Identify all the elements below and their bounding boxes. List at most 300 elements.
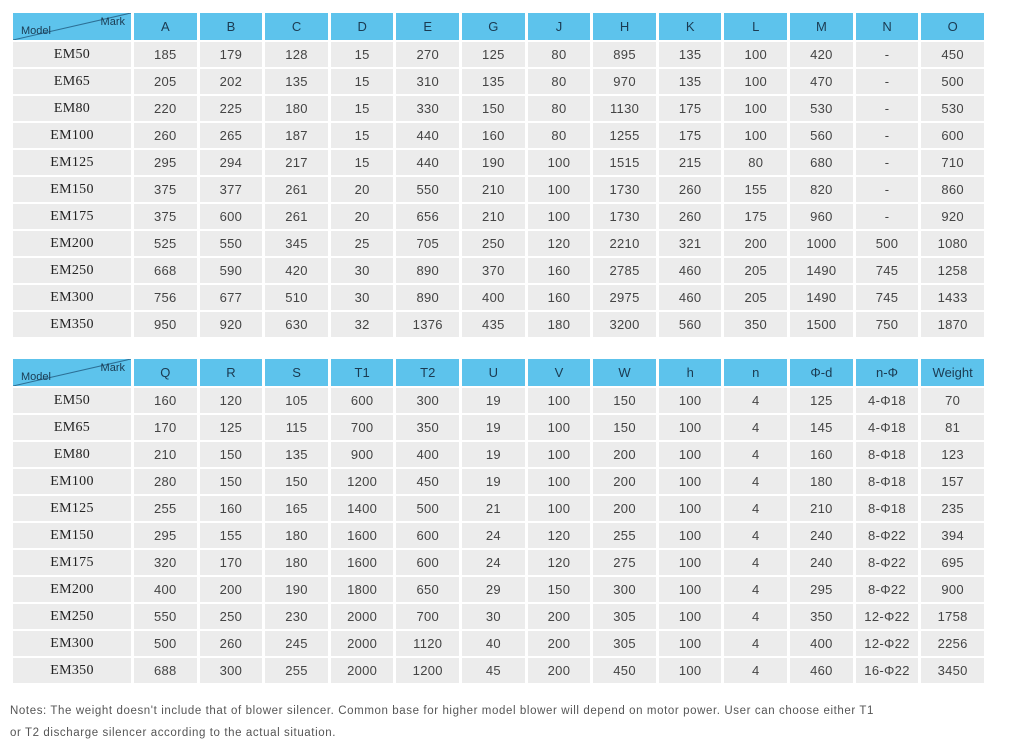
model-cell: EM125 [13,496,131,521]
value-cell: 400 [462,285,525,310]
value-cell: 1200 [331,469,394,494]
value-cell: 1255 [593,123,656,148]
value-cell: 300 [200,658,263,683]
value-cell: 187 [265,123,328,148]
value-cell: 100 [659,550,722,575]
value-cell: 255 [134,496,197,521]
value-cell: 125 [200,415,263,440]
value-cell: 29 [462,577,525,602]
model-cell: EM100 [13,469,131,494]
value-cell: 100 [724,69,787,94]
value-cell: 70 [921,388,984,413]
value-cell: 890 [396,285,459,310]
column-header: B [200,13,263,40]
model-cell: EM175 [13,204,131,229]
value-cell: 1490 [790,258,853,283]
value-cell: 32 [331,312,394,337]
column-header: V [528,359,591,386]
value-cell: 656 [396,204,459,229]
model-cell: EM300 [13,631,131,656]
value-cell: 450 [921,42,984,67]
value-cell: 260 [659,177,722,202]
value-cell: 210 [462,204,525,229]
value-cell: 100 [659,604,722,629]
value-cell: 160 [134,388,197,413]
value-cell: 225 [200,96,263,121]
value-cell: 230 [265,604,328,629]
value-cell: 125 [790,388,853,413]
value-cell: 255 [593,523,656,548]
value-cell: 150 [593,415,656,440]
value-cell: - [856,123,919,148]
value-cell: 320 [134,550,197,575]
value-cell: 525 [134,231,197,256]
value-cell: 40 [462,631,525,656]
value-cell: 530 [921,96,984,121]
column-header: M [790,13,853,40]
value-cell: 260 [200,631,263,656]
value-cell: 200 [593,469,656,494]
value-cell: 375 [134,204,197,229]
value-cell: 24 [462,523,525,548]
value-cell: - [856,204,919,229]
value-cell: 560 [659,312,722,337]
value-cell: 20 [331,204,394,229]
value-cell: 4 [724,604,787,629]
value-cell: 500 [921,69,984,94]
value-cell: 105 [265,388,328,413]
table-row [13,469,984,494]
value-cell: 180 [265,523,328,548]
model-cell: EM80 [13,442,131,467]
table-row [13,231,984,256]
column-header: D [331,13,394,40]
value-cell: 2256 [921,631,984,656]
value-cell: - [856,150,919,175]
value-cell: 205 [724,285,787,310]
value-cell: 4 [724,442,787,467]
value-cell: 377 [200,177,263,202]
corner-header-cell [13,359,131,386]
model-cell: EM250 [13,604,131,629]
value-cell: - [856,177,919,202]
value-cell: 650 [396,577,459,602]
value-cell: 100 [659,496,722,521]
value-cell: 4 [724,658,787,683]
value-cell: 80 [528,42,591,67]
value-cell: 200 [528,658,591,683]
model-cell: EM350 [13,658,131,683]
value-cell: 920 [200,312,263,337]
value-cell: 1376 [396,312,459,337]
value-cell: 8-Φ18 [856,496,919,521]
value-cell: 202 [200,69,263,94]
value-cell: 500 [856,231,919,256]
value-cell: 200 [200,577,263,602]
column-header: W [593,359,656,386]
value-cell: 300 [593,577,656,602]
header-row [13,359,984,386]
table-row [13,96,984,121]
value-cell: 157 [921,469,984,494]
value-cell: 4 [724,550,787,575]
value-cell: 560 [790,123,853,148]
value-cell: 310 [396,69,459,94]
value-cell: 305 [593,604,656,629]
value-cell: 295 [790,577,853,602]
value-cell: 80 [528,96,591,121]
column-header: R [200,359,263,386]
value-cell: 215 [659,150,722,175]
value-cell: 8-Φ22 [856,550,919,575]
value-cell: 100 [724,123,787,148]
value-cell: 375 [134,177,197,202]
value-cell: 135 [265,442,328,467]
value-cell: 24 [462,550,525,575]
value-cell: 135 [659,69,722,94]
value-cell: 450 [396,469,459,494]
value-cell: 275 [593,550,656,575]
value-cell: 100 [528,469,591,494]
value-cell: 895 [593,42,656,67]
value-cell: 600 [921,123,984,148]
value-cell: 420 [790,42,853,67]
value-cell: 1600 [331,523,394,548]
value-cell: 890 [396,258,459,283]
column-header: Q [134,359,197,386]
value-cell: 300 [396,388,459,413]
value-cell: 2210 [593,231,656,256]
model-cell: EM150 [13,523,131,548]
model-cell: EM350 [13,312,131,337]
column-header: S [265,359,328,386]
value-cell: 100 [528,415,591,440]
value-cell: 1433 [921,285,984,310]
value-cell: 550 [200,231,263,256]
value-cell: 245 [265,631,328,656]
value-cell: 4-Φ18 [856,415,919,440]
value-cell: 115 [265,415,328,440]
value-cell: 2785 [593,258,656,283]
value-cell: 280 [134,469,197,494]
column-header: O [921,13,984,40]
value-cell: 1600 [331,550,394,575]
value-cell: 420 [265,258,328,283]
value-cell: 435 [462,312,525,337]
value-cell: 261 [265,177,328,202]
value-cell: 8-Φ18 [856,469,919,494]
model-cell: EM100 [13,123,131,148]
table-row [13,550,984,575]
value-cell: 350 [790,604,853,629]
table-row [13,69,984,94]
value-cell: 100 [528,177,591,202]
value-cell: 205 [134,69,197,94]
value-cell: 500 [134,631,197,656]
table-row [13,150,984,175]
value-cell: 135 [659,42,722,67]
value-cell: 160 [528,258,591,283]
value-cell: - [856,69,919,94]
table-row [13,177,984,202]
value-cell: 295 [134,150,197,175]
value-cell: 100 [659,523,722,548]
value-cell: 150 [200,442,263,467]
value-cell: 745 [856,258,919,283]
value-cell: 100 [659,658,722,683]
value-cell: 700 [331,415,394,440]
value-cell: 900 [921,577,984,602]
value-cell: 745 [856,285,919,310]
value-cell: 1490 [790,285,853,310]
column-header: Φ-d [790,359,853,386]
value-cell: 260 [659,204,722,229]
value-cell: 19 [462,469,525,494]
value-cell: 530 [790,96,853,121]
notes [10,700,995,744]
value-cell: 920 [921,204,984,229]
value-cell: 20 [331,177,394,202]
notes-line-1: Notes: The weight doesn't include that of blower silencer. Common base for higher model blower will depend on motor power. User can choose either T1 [10,705,875,717]
column-header: n-Φ [856,359,919,386]
value-cell: 155 [200,523,263,548]
column-header: N [856,13,919,40]
value-cell: 15 [331,42,394,67]
column-header: n [724,359,787,386]
value-cell: 45 [462,658,525,683]
column-header: T1 [331,359,394,386]
value-cell: 100 [659,631,722,656]
value-cell: 217 [265,150,328,175]
value-cell: 100 [724,96,787,121]
table-row [13,388,984,413]
column-header: T2 [396,359,459,386]
table-row [13,415,984,440]
model-cell: EM125 [13,150,131,175]
value-cell: 705 [396,231,459,256]
value-cell: 1870 [921,312,984,337]
value-cell: 450 [593,658,656,683]
value-cell: 180 [790,469,853,494]
value-cell: 200 [528,604,591,629]
value-cell: 970 [593,69,656,94]
value-cell: 30 [331,285,394,310]
value-cell: 100 [528,388,591,413]
model-cell: EM200 [13,231,131,256]
value-cell: 3450 [921,658,984,683]
value-cell: 860 [921,177,984,202]
value-cell: 180 [528,312,591,337]
value-cell: 175 [659,123,722,148]
value-cell: 4 [724,388,787,413]
value-cell: 1515 [593,150,656,175]
value-cell: 4 [724,523,787,548]
value-cell: 1758 [921,604,984,629]
model-cell: EM65 [13,69,131,94]
corner-header-cell [13,13,131,40]
mark-label: Mark [100,362,125,374]
value-cell: 165 [265,496,328,521]
value-cell: 15 [331,150,394,175]
model-cell: EM300 [13,285,131,310]
value-cell: 100 [659,415,722,440]
value-cell: 400 [396,442,459,467]
column-header: Weight [921,359,984,386]
value-cell: 1800 [331,577,394,602]
value-cell: 600 [200,204,263,229]
value-cell: 210 [134,442,197,467]
value-cell: 12-Φ22 [856,604,919,629]
value-cell: 80 [528,69,591,94]
value-cell: 120 [528,550,591,575]
value-cell: 123 [921,442,984,467]
table-row [13,312,984,337]
value-cell: 150 [528,577,591,602]
model-cell: EM175 [13,550,131,575]
value-cell: 80 [724,150,787,175]
value-cell: 688 [134,658,197,683]
value-cell: 756 [134,285,197,310]
value-cell: 135 [462,69,525,94]
table-row [13,42,984,67]
value-cell: 8-Φ22 [856,523,919,548]
value-cell: 294 [200,150,263,175]
model-cell: EM150 [13,177,131,202]
value-cell: 1080 [921,231,984,256]
value-cell: 305 [593,631,656,656]
value-cell: 21 [462,496,525,521]
value-cell: 80 [528,123,591,148]
value-cell: 500 [396,496,459,521]
value-cell: 120 [528,523,591,548]
table-row [13,496,984,521]
table-row [13,604,984,629]
value-cell: 100 [659,577,722,602]
value-cell: 160 [462,123,525,148]
value-cell: 200 [593,442,656,467]
column-header: U [462,359,525,386]
value-cell: 235 [921,496,984,521]
value-cell: 210 [790,496,853,521]
value-cell: 150 [593,388,656,413]
column-header: H [593,13,656,40]
column-header: C [265,13,328,40]
value-cell: 19 [462,388,525,413]
value-cell: 2975 [593,285,656,310]
value-cell: 128 [265,42,328,67]
value-cell: - [856,96,919,121]
value-cell: 179 [200,42,263,67]
column-header: h [659,359,722,386]
value-cell: 240 [790,550,853,575]
value-cell: 4 [724,496,787,521]
value-cell: 350 [724,312,787,337]
value-cell: 125 [462,42,525,67]
table-row [13,258,984,283]
value-cell: 440 [396,150,459,175]
value-cell: 81 [921,415,984,440]
value-cell: 100 [528,204,591,229]
value-cell: 100 [659,469,722,494]
value-cell: 710 [921,150,984,175]
value-cell: 120 [528,231,591,256]
model-cell: EM80 [13,96,131,121]
value-cell: 1730 [593,204,656,229]
table-row [13,658,984,683]
value-cell: 370 [462,258,525,283]
value-cell: 270 [396,42,459,67]
value-cell: - [856,42,919,67]
value-cell: 30 [462,604,525,629]
value-cell: 590 [200,258,263,283]
model-cell: EM250 [13,258,131,283]
value-cell: 680 [790,150,853,175]
value-cell: 261 [265,204,328,229]
value-cell: 160 [790,442,853,467]
value-cell: 950 [134,312,197,337]
value-cell: 695 [921,550,984,575]
value-cell: 260 [134,123,197,148]
value-cell: 155 [724,177,787,202]
value-cell: 3200 [593,312,656,337]
value-cell: 470 [790,69,853,94]
model-label: Model [21,371,51,383]
value-cell: 295 [134,523,197,548]
value-cell: 180 [265,96,328,121]
value-cell: 120 [200,388,263,413]
value-cell: 185 [134,42,197,67]
table-row [13,204,984,229]
model-cell: EM65 [13,415,131,440]
table-row [13,631,984,656]
value-cell: 321 [659,231,722,256]
mark-label: Mark [100,16,125,28]
dimensions-table-2 [10,357,987,685]
notes-line-2: or T2 discharge silencer according to the actual situation. [10,727,337,739]
column-header: A [134,13,197,40]
value-cell: 210 [462,177,525,202]
value-cell: 820 [790,177,853,202]
value-cell: 100 [528,442,591,467]
value-cell: 1258 [921,258,984,283]
value-cell: 550 [134,604,197,629]
column-header: J [528,13,591,40]
value-cell: 170 [200,550,263,575]
value-cell: 30 [331,258,394,283]
value-cell: 4 [724,631,787,656]
column-header: L [724,13,787,40]
value-cell: 400 [134,577,197,602]
value-cell: 12-Φ22 [856,631,919,656]
value-cell: 100 [528,496,591,521]
value-cell: 900 [331,442,394,467]
value-cell: 180 [265,550,328,575]
value-cell: 150 [265,469,328,494]
value-cell: 205 [724,258,787,283]
value-cell: 4 [724,469,787,494]
value-cell: 1000 [790,231,853,256]
value-cell: 240 [790,523,853,548]
value-cell: 265 [200,123,263,148]
value-cell: 200 [528,631,591,656]
table-row [13,123,984,148]
value-cell: 345 [265,231,328,256]
value-cell: 4-Φ18 [856,388,919,413]
value-cell: 2000 [331,658,394,683]
value-cell: 960 [790,204,853,229]
value-cell: 460 [659,285,722,310]
value-cell: 250 [462,231,525,256]
